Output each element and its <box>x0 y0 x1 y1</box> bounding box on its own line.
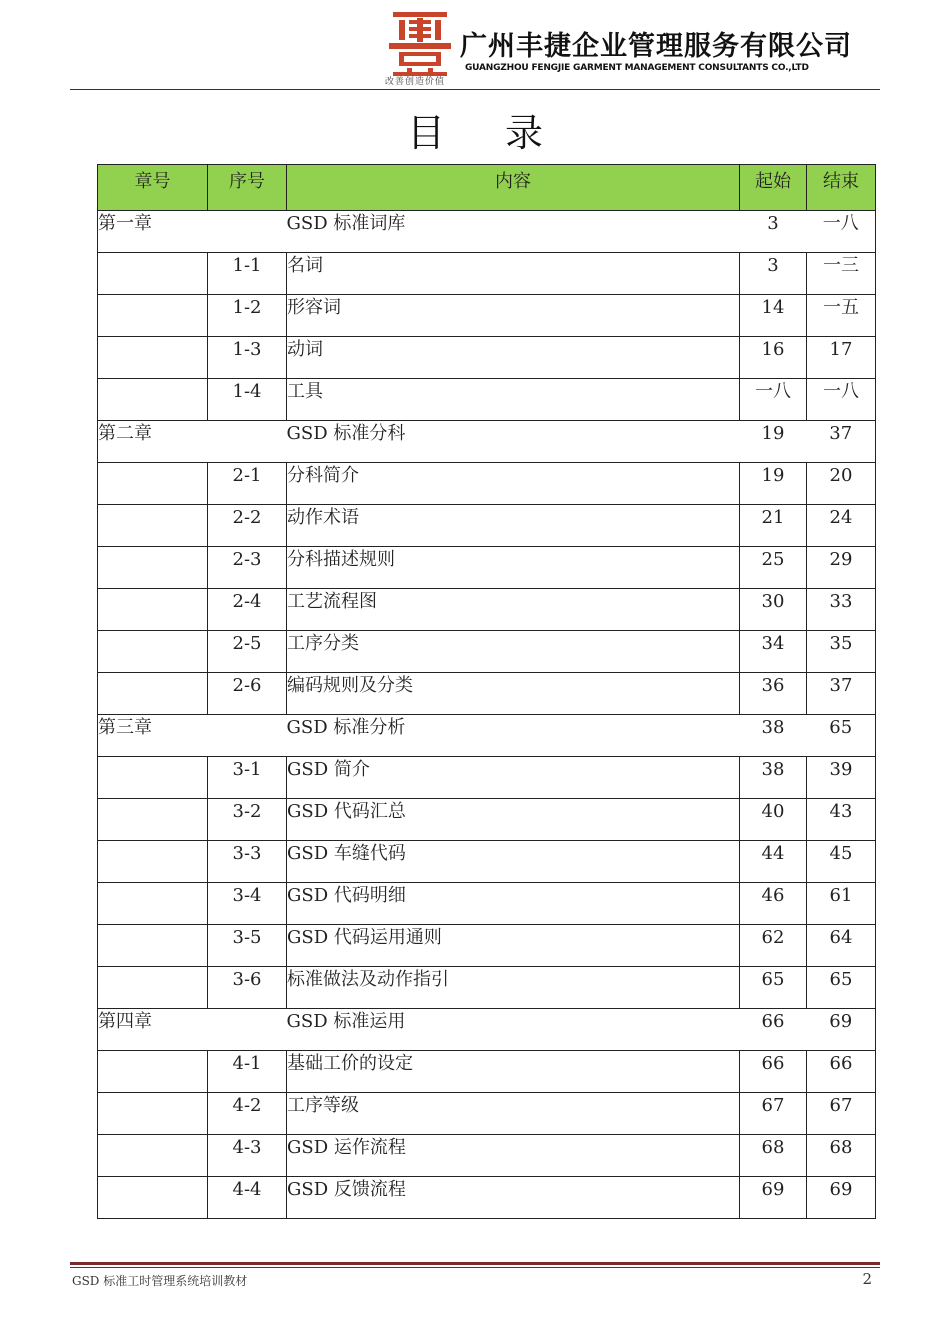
toc-cell-end: 20 <box>807 463 876 505</box>
toc-cell-start: 一八 <box>740 379 807 421</box>
toc-cell-seq <box>208 211 287 253</box>
page-number: 2 <box>862 1270 872 1288</box>
toc-cell-end: 61 <box>807 883 876 925</box>
toc-table <box>97 164 876 1219</box>
toc-cell-seq: 4-4 <box>208 1177 287 1219</box>
toc-cell-end: 65 <box>807 967 876 1009</box>
toc-cell-content: GSD 运作流程 <box>287 1135 740 1177</box>
toc-cell-content: 基础工价的设定 <box>287 1051 740 1093</box>
toc-section-row <box>98 799 876 841</box>
toc-cell-end: 17 <box>807 337 876 379</box>
toc-cell-start: 21 <box>740 505 807 547</box>
toc-cell-seq: 2-5 <box>208 631 287 673</box>
toc-cell-end: 69 <box>807 1009 876 1051</box>
column-header-chapter: 章号 <box>98 165 208 211</box>
toc-section-row <box>98 1135 876 1177</box>
toc-cell-chapter <box>98 1135 208 1177</box>
toc-cell-seq <box>208 1009 287 1051</box>
toc-cell-end: 65 <box>807 715 876 757</box>
toc-cell-start: 30 <box>740 589 807 631</box>
toc-cell-content: GSD 车缝代码 <box>287 841 740 883</box>
toc-cell-chapter <box>98 547 208 589</box>
toc-cell-chapter <box>98 1051 208 1093</box>
toc-cell-chapter <box>98 463 208 505</box>
toc-cell-seq: 4-1 <box>208 1051 287 1093</box>
toc-cell-seq: 3-6 <box>208 967 287 1009</box>
toc-cell-seq: 2-6 <box>208 673 287 715</box>
toc-cell-start: 68 <box>740 1135 807 1177</box>
toc-cell-seq <box>208 421 287 463</box>
toc-cell-seq: 3-5 <box>208 925 287 967</box>
toc-cell-chapter <box>98 673 208 715</box>
toc-cell-seq <box>208 715 287 757</box>
toc-section-row <box>98 589 876 631</box>
toc-cell-content: GSD 简介 <box>287 757 740 799</box>
toc-cell-content: 工序等级 <box>287 1093 740 1135</box>
toc-chapter-row <box>98 715 876 757</box>
toc-section-row <box>98 1177 876 1219</box>
toc-section-row <box>98 631 876 673</box>
toc-cell-end: 68 <box>807 1135 876 1177</box>
toc-cell-chapter <box>98 379 208 421</box>
toc-section-row <box>98 337 876 379</box>
toc-cell-content: 动词 <box>287 337 740 379</box>
toc-cell-chapter <box>98 757 208 799</box>
toc-cell-seq: 3-2 <box>208 799 287 841</box>
toc-chapter-row <box>98 1009 876 1051</box>
column-header-start: 起始 <box>740 165 807 211</box>
toc-cell-chapter <box>98 631 208 673</box>
toc-cell-start: 3 <box>740 253 807 295</box>
toc-section-row <box>98 547 876 589</box>
toc-cell-content: GSD 代码汇总 <box>287 799 740 841</box>
toc-cell-content: GSD 代码运用通则 <box>287 925 740 967</box>
toc-cell-start: 19 <box>740 463 807 505</box>
toc-cell-chapter <box>98 925 208 967</box>
toc-cell-start: 25 <box>740 547 807 589</box>
toc-cell-seq: 1-4 <box>208 379 287 421</box>
toc-cell-end: 一三 <box>807 253 876 295</box>
toc-cell-chapter: 第三章 <box>98 715 208 757</box>
toc-cell-end: 39 <box>807 757 876 799</box>
toc-cell-seq: 2-2 <box>208 505 287 547</box>
toc-cell-seq: 2-1 <box>208 463 287 505</box>
toc-cell-content: 标准做法及动作指引 <box>287 967 740 1009</box>
toc-cell-start: 69 <box>740 1177 807 1219</box>
toc-cell-chapter <box>98 337 208 379</box>
toc-cell-start: 44 <box>740 841 807 883</box>
toc-cell-chapter <box>98 883 208 925</box>
footer-divider-thin <box>70 1267 880 1268</box>
toc-cell-start: 38 <box>740 757 807 799</box>
toc-cell-chapter: 第二章 <box>98 421 208 463</box>
toc-cell-end: 64 <box>807 925 876 967</box>
toc-cell-end: 一八 <box>807 211 876 253</box>
toc-cell-seq: 3-3 <box>208 841 287 883</box>
toc-cell-seq: 1-3 <box>208 337 287 379</box>
toc-cell-seq: 1-2 <box>208 295 287 337</box>
toc-cell-end: 37 <box>807 673 876 715</box>
toc-cell-chapter <box>98 589 208 631</box>
toc-cell-content: 动作术语 <box>287 505 740 547</box>
toc-cell-start: 62 <box>740 925 807 967</box>
toc-cell-start: 40 <box>740 799 807 841</box>
footer-doc-title: GSD 标准工时管理系统培训教材 <box>72 1274 248 1288</box>
toc-section-row <box>98 505 876 547</box>
toc-cell-chapter <box>98 841 208 883</box>
toc-section-row <box>98 1051 876 1093</box>
logo-tagline: 改善创造价值 <box>385 77 446 87</box>
toc-cell-start: 14 <box>740 295 807 337</box>
company-name-en: GUANGZHOU FENGJIE GARMENT MANAGEMENT CONSULTANTS CO.,LTD <box>465 63 809 73</box>
toc-cell-content: GSD 标准运用 <box>287 1009 740 1051</box>
toc-cell-content: GSD 反馈流程 <box>287 1177 740 1219</box>
toc-cell-start: 3 <box>740 211 807 253</box>
toc-cell-chapter <box>98 253 208 295</box>
toc-section-row <box>98 841 876 883</box>
toc-cell-content: GSD 标准分科 <box>287 421 740 463</box>
toc-cell-content: 形容词 <box>287 295 740 337</box>
toc-cell-start: 65 <box>740 967 807 1009</box>
toc-cell-start: 36 <box>740 673 807 715</box>
toc-cell-start: 66 <box>740 1009 807 1051</box>
toc-section-row <box>98 379 876 421</box>
header-divider <box>70 89 880 90</box>
toc-section-row <box>98 757 876 799</box>
toc-cell-content: 工具 <box>287 379 740 421</box>
toc-cell-chapter <box>98 505 208 547</box>
toc-cell-chapter <box>98 1093 208 1135</box>
toc-cell-content: GSD 标准分析 <box>287 715 740 757</box>
toc-cell-chapter: 第一章 <box>98 211 208 253</box>
footer-divider <box>70 1262 880 1265</box>
toc-cell-end: 43 <box>807 799 876 841</box>
column-header-seq: 序号 <box>208 165 287 211</box>
toc-cell-start: 19 <box>740 421 807 463</box>
company-logo-icon <box>385 10 455 78</box>
toc-cell-content: 工艺流程图 <box>287 589 740 631</box>
toc-section-row <box>98 883 876 925</box>
toc-cell-end: 37 <box>807 421 876 463</box>
toc-section-row <box>98 673 876 715</box>
toc-cell-content: GSD 代码明细 <box>287 883 740 925</box>
toc-cell-end: 69 <box>807 1177 876 1219</box>
toc-cell-content: 分科简介 <box>287 463 740 505</box>
toc-cell-end: 29 <box>807 547 876 589</box>
toc-cell-seq: 4-2 <box>208 1093 287 1135</box>
company-name-cn: 广州丰捷企业管理服务有限公司 <box>460 31 852 62</box>
toc-cell-end: 24 <box>807 505 876 547</box>
toc-cell-start: 66 <box>740 1051 807 1093</box>
toc-cell-end: 67 <box>807 1093 876 1135</box>
toc-cell-chapter: 第四章 <box>98 1009 208 1051</box>
toc-cell-end: 一五 <box>807 295 876 337</box>
toc-cell-content: 工序分类 <box>287 631 740 673</box>
toc-cell-start: 67 <box>740 1093 807 1135</box>
toc-cell-content: GSD 标准词库 <box>287 211 740 253</box>
toc-cell-seq: 3-1 <box>208 757 287 799</box>
toc-cell-content: 编码规则及分类 <box>287 673 740 715</box>
toc-cell-end: 66 <box>807 1051 876 1093</box>
toc-cell-chapter <box>98 799 208 841</box>
toc-section-row <box>98 295 876 337</box>
toc-cell-seq: 4-3 <box>208 1135 287 1177</box>
toc-cell-seq: 3-4 <box>208 883 287 925</box>
toc-cell-content: 分科描述规则 <box>287 547 740 589</box>
toc-header-row <box>98 165 876 211</box>
column-header-content: 内容 <box>287 165 740 211</box>
toc-section-row <box>98 1093 876 1135</box>
toc-section-row <box>98 967 876 1009</box>
toc-section-row <box>98 253 876 295</box>
toc-cell-end: 33 <box>807 589 876 631</box>
toc-cell-start: 16 <box>740 337 807 379</box>
toc-section-row <box>98 925 876 967</box>
toc-cell-seq: 2-4 <box>208 589 287 631</box>
toc-cell-chapter <box>98 967 208 1009</box>
toc-cell-start: 46 <box>740 883 807 925</box>
toc-cell-content: 名词 <box>287 253 740 295</box>
toc-cell-seq: 2-3 <box>208 547 287 589</box>
toc-chapter-row <box>98 211 876 253</box>
toc-cell-chapter <box>98 1177 208 1219</box>
toc-cell-end: 45 <box>807 841 876 883</box>
toc-cell-start: 38 <box>740 715 807 757</box>
toc-cell-end: 一八 <box>807 379 876 421</box>
toc-body <box>98 211 876 1219</box>
page-title: 目录 <box>406 111 603 155</box>
toc-cell-seq: 1-1 <box>208 253 287 295</box>
toc-cell-end: 35 <box>807 631 876 673</box>
column-header-end: 结束 <box>807 165 876 211</box>
toc-chapter-row <box>98 421 876 463</box>
toc-section-row <box>98 463 876 505</box>
toc-cell-chapter <box>98 295 208 337</box>
toc-cell-start: 34 <box>740 631 807 673</box>
